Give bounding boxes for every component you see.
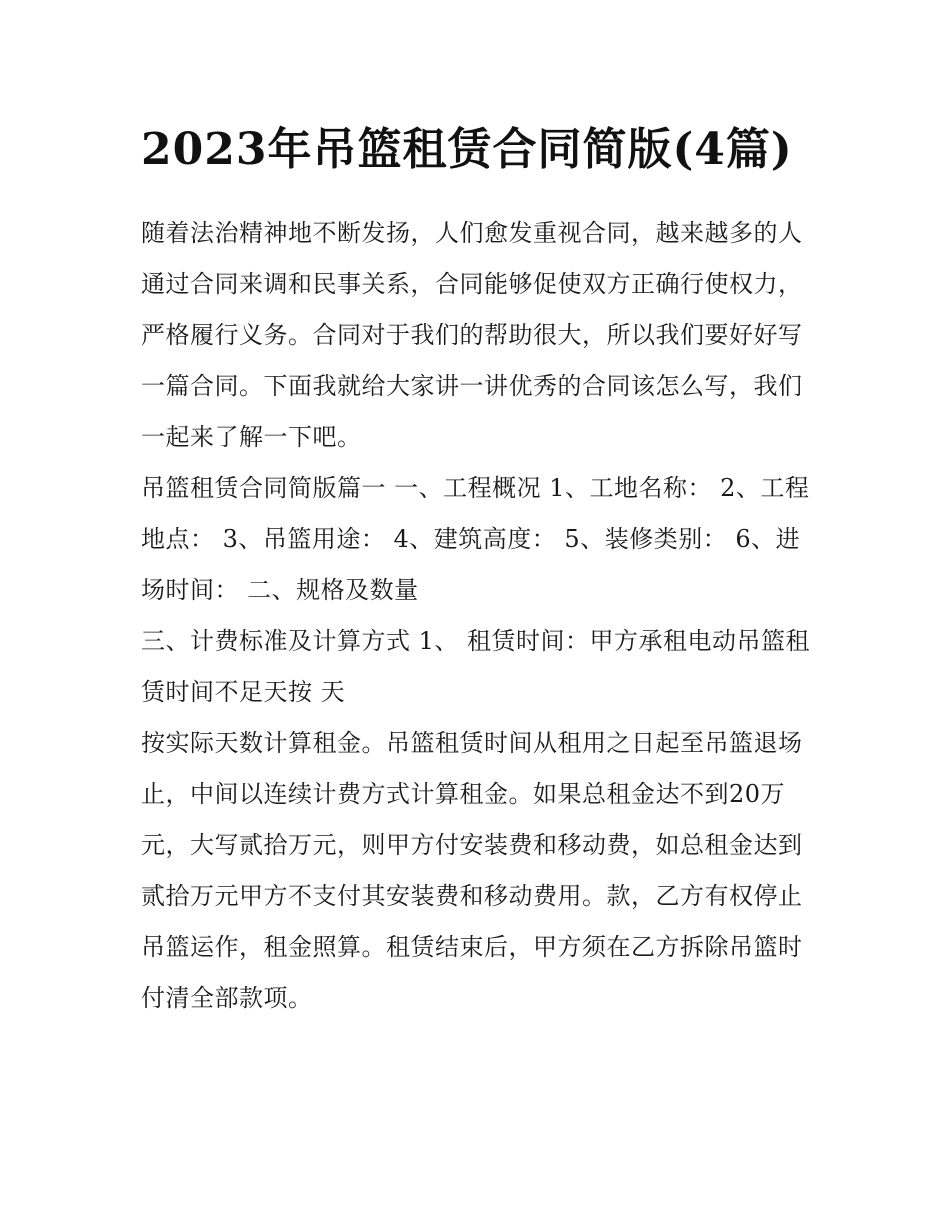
- document-title: 2023年吊篮租赁合同简版(4篇): [141, 124, 793, 175]
- rent-calculation-paragraph: 按实际天数计算租金。吊篮租赁时间从租用之日起至吊篮退场止，中间以连续计费方式计算租金。如果总租金达不到20万元，大写贰拾万元，则甲方付安装费和移动费，如总租金达到贰拾万元甲方不支付其安装费和移动费用。款，乙方有权停止吊篮运作，租金照算。租赁结束后，甲方须在乙方拆除吊篮时付清全部款项。: [141, 729, 803, 1012]
- section-one-paragraph: 吊篮租赁合同简版篇一 一、工程概况 1、工地名称： 2、工程地点： 3、吊篮用途： 4、建筑高度： 5、装修类别： 6、进场时间： 二、规格及数量: [141, 474, 810, 604]
- document-page: [141, 118, 821, 1024]
- billing-standard-paragraph: 三、计费标准及计算方式 1、 租赁时间：甲方承租电动吊篮租赁时间不足天按 天: [141, 627, 811, 706]
- intro-paragraph: 随着法治精神地不断发扬，人们愈发重视合同，越来越多的人通过合同来调和民事关系，合同能够促使双方正确行使权力，严格履行义务。合同对于我们的帮助很大，所以我们要好好写一篇合同。下面我就给大家讲一讲优秀的合同该怎么写，我们一起来了解一下吧。: [141, 219, 803, 451]
